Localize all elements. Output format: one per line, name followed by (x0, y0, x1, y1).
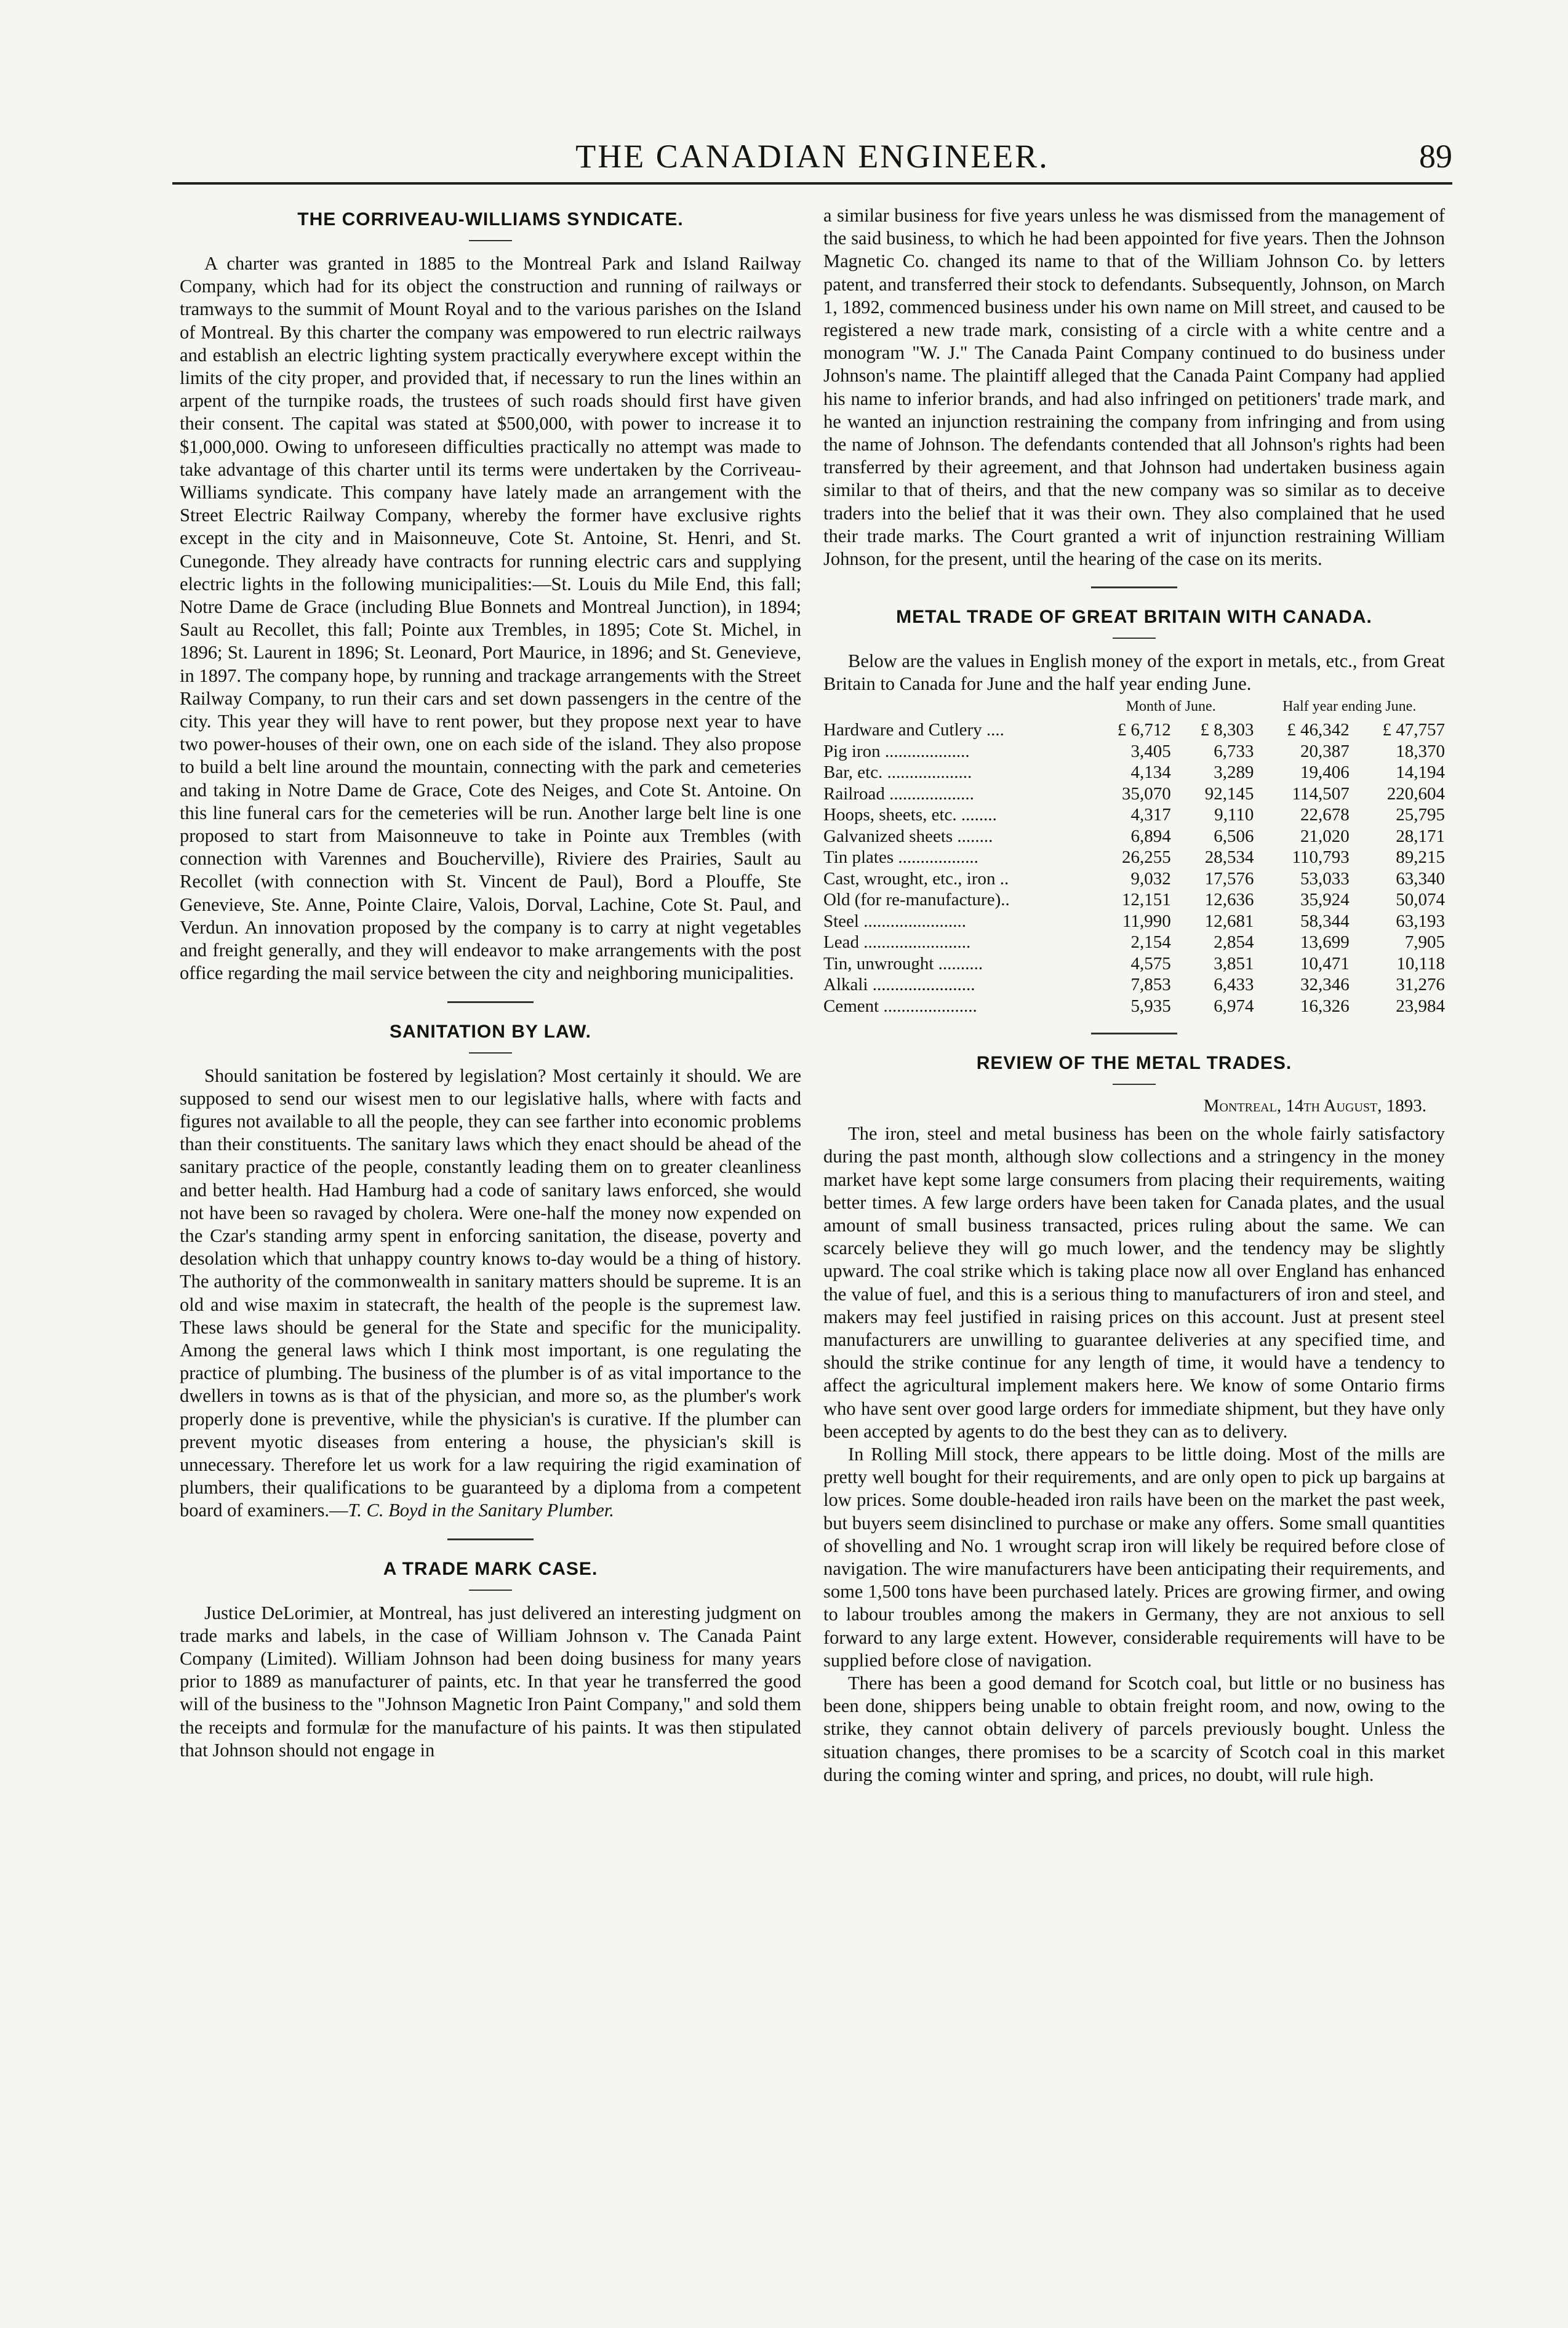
cell-month-1: 35,070 (1121, 783, 1171, 804)
row-label: Tin, unwrought .......... (823, 953, 983, 974)
table-row (823, 953, 1445, 975)
row-label: Pig iron ................... (823, 741, 970, 761)
row-label: Hoops, sheets, etc. ........ (823, 805, 997, 825)
cell-month-1: 2,154 (1130, 932, 1171, 953)
article-title: SANITATION BY LAW. (389, 1021, 591, 1042)
article-paragraph: The iron, steel and metal business has been on the whole fairly satisfactory during the past month, although slow collections and a stringency in the money market have kept some large consumers from placing their requirements, waiting better times. A few large orders have been taken for Canada plates, and the usual amount of small business transacted, prices ruling about the same. We can scarcely believe they will go much lower, and the tendency may be slightly upward. The coal strike which is taking place now all over England has enhanced the value of fuel, and this is a serious thing to manufacturers of iron and steel, and makers may feel justified in raising prices on this account. Just at present steel manufacturers are unwilling to guarantee deliveries at any specified time, and should the strike continue for any length of time, it would have a tendency to affect the agricultural implement makers here. We know of some Ontario firms who have sent over good large orders for immediate shipment, but they have only been accepted by agents to do the best they can as to delivery. (823, 1123, 1445, 1442)
running-title: THE CANADIAN ENGINEER. (575, 138, 1049, 175)
table-row (823, 868, 1445, 890)
row-label: Cast, wrought, etc., iron .. (823, 868, 1009, 889)
row-label: Railroad ................... (823, 783, 974, 804)
title-rule (1113, 1084, 1156, 1085)
cell-half-1: 58,344 (1300, 911, 1350, 931)
cell-half-2: 7,905 (1404, 932, 1445, 953)
cell-month-2: 9,110 (1214, 805, 1254, 825)
table-row (823, 974, 1445, 996)
table-header-row (823, 696, 1445, 720)
column-group-month: Month of June. (1126, 698, 1216, 714)
cell-half-2: 50,074 (1396, 890, 1445, 910)
citation: T. C. Boyd in the Sanitary Plumber. (348, 1500, 614, 1521)
table-row (823, 889, 1445, 911)
cell-month-1: 5,935 (1130, 996, 1171, 1016)
row-label: Hardware and Cutlery .... (823, 720, 1004, 740)
cell-half-1: £ 46,342 (1287, 720, 1350, 740)
cell-half-1: 22,678 (1300, 805, 1350, 825)
article-paragraph (180, 1065, 801, 1522)
article-paragraph-continued: a similar business for five years unless he was dismissed from the management of the said business, to which he had been appointed for five years. Then the Johnson Magnetic Co. changed its name to that of the William Johnson Co. by letters patent, and transferred their stock to defendants. Subsequently, Johnson, on March 1, 1892, commenced business under his own name on Mill street, and caused to be registered a new trade mark, consisting of a circle with a white centre and a monogram "W. J." The Canada Paint Company continued to do business under Johnson's name. The plaintiff alleged that the Canada Paint Company had applied his name to inferior brands, and had also infringed on petitioners' trade mark, and he wanted an injunction restraining the company from infringing and from using the name of Johnson. The defendants contended that all Johnson's rights had been transferred by their agreement, and that Johnson had undertaken business again similar to that of theirs, and that the new company was so similar as to deceive traders into the belief that it was their own. They also complained that he used their trade marks. The Court granted a writ of injunction restraining William Johnson, for the present, until the hearing of the case on its merits. (823, 205, 1445, 570)
article-title: A TRADE MARK CASE. (383, 1558, 598, 1579)
table-intro: Below are the values in English money of the export in metals, etc., from Great Britain to Canada for June and the half year ending June. (823, 650, 1445, 695)
table-row (823, 911, 1445, 932)
article-paragraph: A charter was granted in 1885 to the Montreal Park and Island Railway Company, which had for its object the construction and running of railways or tramways to the summit of Mount Royal and to the various parishes on the Island of Montreal. By this charter the company was empowered to run electric railways and establish an electric lighting system practically everywhere except within the limits of the city proper, and provided that, if necessary to run the lines within an arpent of the turnpike roads, the trustees of such roads should first have given their consent. The capital was stated at $500,000, with power to increase it to $1,000,000. Owing to unforeseen difficulties practically no attempt was made to take advantage of this charter until its terms were undertaken by the Corriveau-Williams syndicate. This company have lately made an arrangement with the Street Electric Railway Company, whereby the former have exclusive rights except in the city and in Maisonneuve, Cote St. Antoine, St. Henri, and St. Cunegonde. They already have contracts for running electric cars and supplying electric lights in the following municipalities:—St. Louis du Mile End, this fall; Notre Dame de Grace (including Blue Bonnets and Montreal Junction), in 1894; Sault au Recollet, this fall; Pointe aux Trembles, in 1895; Cote St. Michel, in 1896; St. Laurent in 1896; St. Leonard, Port Maurice, in 1896; and St. Genevieve, in 1897. The company hope, by running and trackage arrangements with the Street Railway Company, to run their cars and set down passengers in the centre of the city. This year they will have to rent power, but they propose next year to have two power-houses of their own, one on each side of the island. They also propose to build a belt line around the mountain, connecting with the park and cemeteries and taking in Notre Dame de Grace, Cote des Neiges, and Cote St. Antoine. On this line funeral cars for the cemeteries will be run. Another large belt line is one proposed to start from Maisonneuve to take in Pointe aux Trembles (with connection with Varennes and Boucherville), Riviere des Prairies, Sault au Recollet (with connection with St. Vincent de Paul), Bord a Plouffe, Ste Genevieve, Ste. Anne, Pointe Claire, Valois, Dorval, Lachine, Cote St. Paul, and Verdun. An innovation proposed by the company is to carry at night vegetables and freight generally, and they will endeavor to make arrangements with the post office regarding the mail service between the city and neighboring municipalities. (180, 253, 801, 984)
cell-half-1: 110,793 (1292, 847, 1350, 868)
cell-half-2: 23,984 (1396, 996, 1445, 1016)
table-row (823, 847, 1445, 868)
cell-half-2: 89,215 (1396, 847, 1445, 868)
cell-month-1: 12,151 (1121, 890, 1171, 910)
cell-month-2: £ 8,303 (1200, 720, 1254, 740)
cell-half-1: 13,699 (1300, 932, 1350, 953)
cell-month-2: 6,506 (1214, 826, 1254, 846)
article-metal-trade (823, 607, 1445, 1017)
cell-half-1: 35,924 (1300, 890, 1350, 910)
cell-half-2: 220,604 (1386, 783, 1445, 804)
cell-half-1: 32,346 (1300, 975, 1350, 995)
table-row (823, 804, 1445, 826)
section-divider (1091, 1033, 1177, 1034)
column-group-half-year: Half year ending June. (1282, 698, 1417, 714)
row-label: Old (for re-manufacture).. (823, 890, 1010, 910)
cell-half-2: 31,276 (1396, 975, 1445, 995)
cell-half-2: 10,118 (1396, 953, 1445, 974)
cell-half-1: 16,326 (1300, 996, 1350, 1016)
cell-half-1: 21,020 (1300, 826, 1350, 846)
article-title: THE CORRIVEAU-WILLIAMS SYNDICATE. (297, 209, 684, 230)
article-title: REVIEW OF THE METAL TRADES. (976, 1053, 1292, 1074)
article-paragraph: There has been a good demand for Scotch coal, but little or no business has been done, shippers being unable to obtain freight room, and now, owing to the strike, they cannot obtain delivery of parcels previously bought. Unless the situation changes, there promises to be a scarcity of Scotch coal in this market during the coming winter and spring, and prices, no doubt, will rule high. (823, 1673, 1445, 1785)
row-label: Cement ..................... (823, 996, 977, 1016)
title-rule (469, 240, 512, 241)
cell-month-2: 6,733 (1214, 741, 1254, 761)
row-label: Galvanized sheets ........ (823, 826, 993, 846)
page-number: 89 (1419, 138, 1452, 175)
cell-half-1: 10,471 (1300, 953, 1350, 974)
page-header (172, 126, 1452, 182)
article-paragraph: Justice DeLorimier, at Montreal, has just delivered an interesting judgment on trade marks and labels, in the case of William Johnson v. The Canada Paint Company (Limited). William Johnson had been doing business for many years prior to 1889 as manufacturer of paints, etc. In that year he transferred the good will of the business to the "Johnson Magnetic Iron Paint Company," and sold them the receipts and formulæ for the manufacture of his paints. It was then stipulated that Johnson should not engage in (180, 1602, 801, 1761)
table-row (823, 932, 1445, 953)
article-sanitation (180, 1022, 801, 1522)
cell-month-1: 4,317 (1130, 805, 1171, 825)
cell-month-1: 11,990 (1122, 911, 1171, 931)
article-corriveau (180, 209, 801, 985)
cell-half-2: 63,193 (1396, 911, 1445, 931)
cell-half-2: £ 47,757 (1382, 720, 1445, 740)
cell-month-2: 12,681 (1204, 911, 1254, 931)
cell-month-2: 6,974 (1214, 996, 1254, 1016)
row-label: Alkali ....................... (823, 975, 975, 995)
cell-half-2: 18,370 (1396, 741, 1445, 761)
table-row (823, 783, 1445, 805)
article-title: METAL TRADE OF GREAT BRITAIN WITH CANADA. (896, 607, 1372, 628)
cell-month-2: 92,145 (1204, 783, 1254, 804)
section-divider (1091, 586, 1177, 588)
cell-half-2: 25,795 (1396, 805, 1445, 825)
cell-month-1: 7,853 (1130, 975, 1171, 995)
cell-month-1: £ 6,712 (1117, 720, 1171, 740)
cell-month-1: 26,255 (1121, 847, 1171, 868)
cell-month-2: 12,636 (1204, 890, 1254, 910)
cell-half-1: 20,387 (1300, 741, 1350, 761)
table-row (823, 826, 1445, 847)
row-label: Steel ....................... (823, 911, 966, 931)
article-trademark (180, 1559, 801, 1762)
cell-month-1: 3,405 (1130, 741, 1171, 761)
dateline: Montreal, 14th August, 1893. (1203, 1096, 1426, 1116)
cell-half-1: 114,507 (1292, 783, 1350, 804)
table-row (823, 741, 1445, 762)
section-divider (447, 1538, 534, 1540)
row-label: Bar, etc. ................... (823, 762, 972, 783)
cell-half-1: 53,033 (1300, 868, 1350, 889)
paragraph-text: Should sanitation be fostered by legislation? Most certainly it should. We are supposed to send our wisest men to our legislative halls, where with facts and figures not available to all the people, they can see farther into economic problems than their constituents. The sanitary laws which they enact should be ahead of the sanitary practice of the people, constantly leading them on to greater cleanliness and better health. Had Hamburg had a code of sanitary laws enforced, she would not have been so ravaged by cholera. Were one-half the money now expended on the Czar's standing army spent in enforcing sanitation, the disease, poverty and desolation which that unhappy country knows to-day would be a thing of history. The authority of the commonwealth in sanitary matters should be supreme. It is an old and wise maxim in statecraft, the health of the people is the supremest law. These laws should be general for the State and specific for the municipality. Among the general laws which I think most important, is one regulating the practice of plumbing. The business of the plumber is of as vital importance to the dwellers in towns as is that of the physician, and more so, as the plumber's work properly done is preventive, while the physician's is curative. If the plumber can prevent myotic diseases from entering a house, the physician's skill is unnecessary. Therefore let us work for a law requiring the rigid examination of plumbers, their qualifications to be guaranteed by a diploma from a competent board of examiners.— (180, 1065, 801, 1521)
article-review (823, 1053, 1445, 1786)
row-label: Tin plates .................. (823, 847, 978, 868)
cell-month-1: 4,134 (1130, 762, 1171, 783)
left-column (180, 197, 801, 1762)
article-paragraph: In Rolling Mill stock, there appears to be little doing. Most of the mills are pretty well bought for their requirements, and are only open to pick up bargains at low prices. Some double-headed iron rails have been on the market the past week, but buyers seem disinclined to purchase or make any offers. Some small quantities of shovelling and No. 1 wrought scrap iron will likely be required before close of navigation. The wire manufacturers have been anticipating their requirements, and some 1,500 tons have been purchased lately. Prices are growing firmer, and owing to labour troubles among the makers in Germany, they are not anxious to sell forward to any large extent. However, considerable requirements will have to be supplied before close of navigation. (823, 1444, 1445, 1671)
cell-month-2: 6,433 (1214, 975, 1254, 995)
table-row (823, 719, 1445, 741)
section-divider (447, 1001, 534, 1003)
cell-month-2: 2,854 (1214, 932, 1254, 953)
right-column (823, 197, 1445, 1786)
cell-half-1: 19,406 (1300, 762, 1350, 783)
cell-half-2: 63,340 (1396, 868, 1445, 889)
table-row (823, 996, 1445, 1017)
title-rule (469, 1052, 512, 1054)
cell-month-2: 3,289 (1214, 762, 1254, 783)
cell-month-1: 4,575 (1130, 953, 1171, 974)
cell-month-1: 6,894 (1130, 826, 1171, 846)
metal-trade-table (823, 696, 1445, 1017)
table-row (823, 762, 1445, 783)
title-rule (1113, 638, 1156, 639)
header-rule (172, 182, 1452, 185)
cell-half-2: 14,194 (1396, 762, 1445, 783)
cell-month-2: 3,851 (1214, 953, 1254, 974)
cell-month-2: 17,576 (1204, 868, 1254, 889)
cell-month-2: 28,534 (1204, 847, 1254, 868)
title-rule (469, 1590, 512, 1591)
cell-half-2: 28,171 (1396, 826, 1445, 846)
row-label: Lead ........................ (823, 932, 971, 953)
cell-month-1: 9,032 (1130, 868, 1171, 889)
